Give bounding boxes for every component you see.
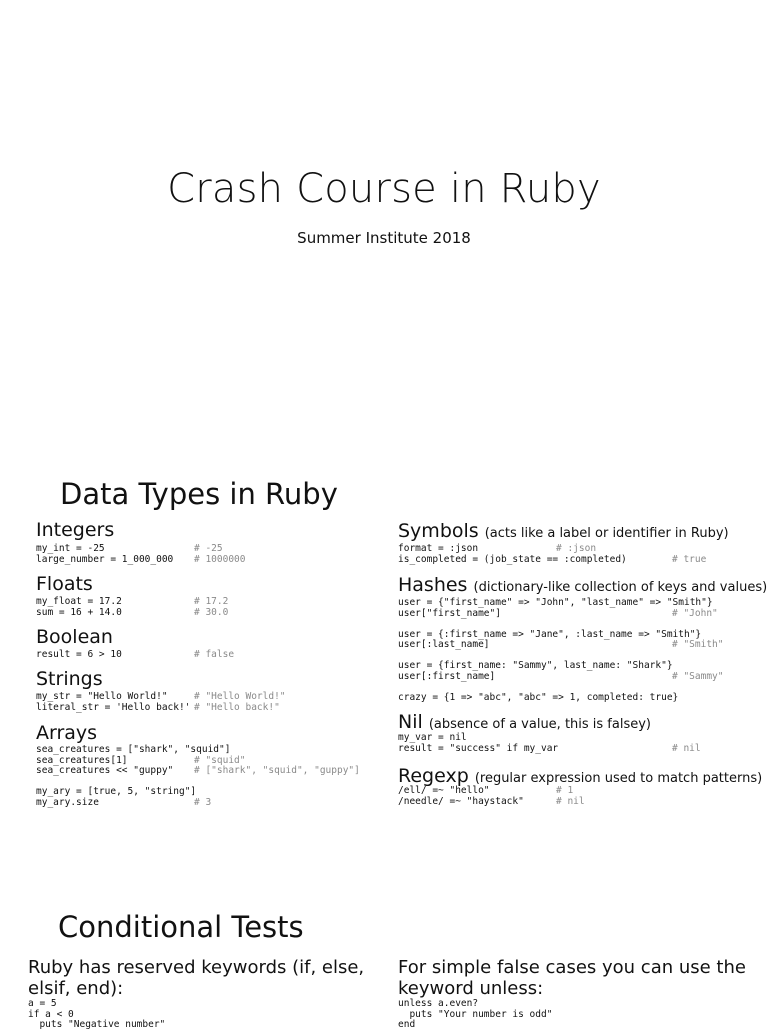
code-line <box>398 607 718 620</box>
code-line <box>398 1020 552 1031</box>
slide-subtitle: Summer Institute 2018 <box>297 229 471 247</box>
code-comment: # -25 <box>194 543 223 554</box>
code-text: my_str = "Hello World!" <box>36 691 168 702</box>
code-comment: # true <box>672 553 707 565</box>
nil-note: (absence of a value, this is falsey) <box>428 717 652 732</box>
code-text: literal_str = 'Hello back!' <box>36 701 191 713</box>
data-types-heading: Data Types in Ruby <box>60 477 338 511</box>
symbols-code <box>398 543 707 565</box>
hashes-code <box>398 597 724 703</box>
code-line <box>36 701 280 714</box>
symbols-title: Symbols <box>398 520 479 542</box>
code-line <box>398 553 707 566</box>
integers-title: Integers <box>36 519 115 541</box>
code-comment: # ["shark", "squid", "guppy"] <box>194 765 360 776</box>
code-comment: # false <box>194 649 235 660</box>
hashes-title-row <box>398 574 767 596</box>
code-comment: # nil <box>672 742 701 754</box>
code-text: is_completed = (job_state == :completed) <box>398 553 627 565</box>
code-line <box>36 649 235 661</box>
integers-code <box>36 543 246 565</box>
symbols-note: (acts like a label or identifier in Ruby) <box>484 526 729 541</box>
nil-code <box>398 732 701 754</box>
code-text: user[:first_name] <box>398 670 496 682</box>
code-line <box>28 1020 165 1031</box>
code-text: a = 5 <box>28 998 57 1009</box>
code-comment: # nil <box>556 795 585 807</box>
code-text: crazy = {1 => "abc", "abc" => 1, completed: true} <box>398 691 679 703</box>
hashes-note: (dictionary-like collection of keys and values) <box>473 580 768 595</box>
code-comment: # "squid" <box>194 754 246 766</box>
code-text: user = {first_name: "Sammy", last_name: "Shark"} <box>398 660 673 671</box>
floats-title: Floats <box>36 573 93 595</box>
code-comment: # "Sammy" <box>672 670 724 682</box>
strings-title: Strings <box>36 668 103 690</box>
code-text: sea_creatures = ["shark", "squid"] <box>36 744 231 755</box>
boolean-code <box>36 649 235 661</box>
code-text: /ell/ =~ "hello" <box>398 785 490 796</box>
boolean-title: Boolean <box>36 626 113 648</box>
code-text: user = {"first_name" => "John", "last_name" => "Smith"} <box>398 597 713 608</box>
slide-title: Crash Course in Ruby <box>167 166 601 212</box>
conditional-left-code <box>28 999 165 1031</box>
code-line <box>398 693 713 704</box>
code-comment: # :json <box>556 543 597 554</box>
arrays-title: Arrays <box>36 722 98 744</box>
code-text: puts "Your number is odd" <box>398 1008 553 1020</box>
code-text: /needle/ =~ "haystack" <box>398 795 524 807</box>
code-text: my_float = 17.2 <box>36 596 122 607</box>
code-comment: # "Smith" <box>672 639 724 650</box>
nil-title-row <box>398 711 651 733</box>
code-text: my_var = nil <box>398 732 467 743</box>
code-comment: # 1000000 <box>194 553 246 565</box>
code-text: user = {:first_name => "Jane", :last_name => "Smith"} <box>398 628 702 640</box>
floats-code <box>36 596 229 618</box>
code-line <box>36 765 360 777</box>
strings-code <box>36 691 286 713</box>
code-text: result = "success" if my_var <box>398 742 559 754</box>
code-comment: # "John" <box>672 607 718 619</box>
code-text: if a < 0 <box>28 1008 74 1020</box>
code-line <box>36 606 229 619</box>
conditional-right-code <box>398 999 552 1031</box>
code-line <box>36 798 230 809</box>
regexp-title: Regexp <box>398 765 469 787</box>
code-line <box>398 742 701 755</box>
code-text: user["first_name"] <box>398 607 501 619</box>
code-line <box>398 1010 552 1021</box>
code-text: format = :json <box>398 543 479 554</box>
code-comment: # "Hello World!" <box>194 691 286 702</box>
code-text: unless a.even? <box>398 998 479 1009</box>
arrays-code <box>36 744 360 808</box>
conditional-left-title: Ruby has reserved keywords (if, else, elsif, end): <box>28 957 365 999</box>
code-line <box>398 639 724 651</box>
code-text: result = 6 > 10 <box>36 649 122 660</box>
code-text: end <box>398 1019 416 1030</box>
conditional-tests-heading: Conditional Tests <box>58 910 304 944</box>
code-text: user[:last_name] <box>398 639 490 650</box>
code-text: my_int = -25 <box>36 543 105 554</box>
conditional-right-title: For simple false cases you can use the keyword unless: <box>398 957 746 999</box>
code-line <box>398 795 585 808</box>
code-comment: # 30.0 <box>194 606 229 618</box>
regexp-note: (regular expression used to match patterns) <box>474 771 763 786</box>
code-text: my_ary.size <box>36 796 99 808</box>
regexp-code <box>398 785 585 807</box>
code-line <box>36 553 246 566</box>
code-text: sum = 16 + 14.0 <box>36 606 122 618</box>
code-text: large_number = 1_000_000 <box>36 553 174 565</box>
code-comment: # "Hello back!" <box>194 701 280 713</box>
code-line <box>398 670 724 683</box>
symbols-title-row <box>398 520 729 542</box>
code-text: sea_creatures[1] <box>36 754 128 766</box>
code-text: puts "Negative number" <box>28 1019 166 1030</box>
code-comment: # 3 <box>194 796 212 808</box>
hashes-title: Hashes <box>398 574 468 596</box>
code-text: my_ary = [true, 5, "string"] <box>36 786 197 797</box>
code-comment: # 1 <box>556 785 574 796</box>
regexp-title-row <box>398 765 762 787</box>
code-text: sea_creatures << "guppy" <box>36 765 174 776</box>
code-comment: # 17.2 <box>194 596 229 607</box>
nil-title: Nil <box>398 711 423 733</box>
